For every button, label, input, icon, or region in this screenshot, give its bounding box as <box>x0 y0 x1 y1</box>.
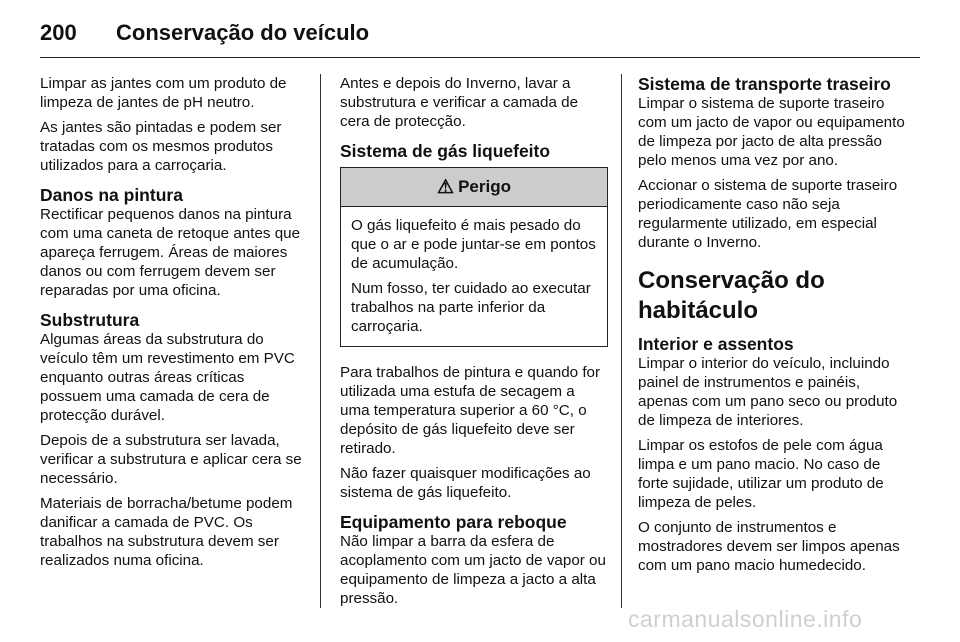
paragraph-interior-1: Limpar o interior do veículo, incluindo painel de instrumentos e painéis, apenas com um pano seco ou produto de limpeza de interiores. <box>638 355 898 429</box>
column-3 <box>638 74 910 581</box>
heading-interior-seats: Interior e assentos <box>638 334 794 354</box>
paragraph-paint-oven: Para trabalhos de pintura e quando for utilizada uma estufa de secagem a uma temperatura superior a 60 °C, o depósito de gás liquefeito deve ser retirado. <box>340 364 601 457</box>
heading-rear-carrier: Sistema de transporte traseiro <box>638 74 891 94</box>
warning-text-1: O gás liquefeito é mais pesado do que o ar e pode juntar-se em pontos de acumulação. <box>351 217 596 272</box>
paragraph-rear-carrier-2: Accionar o sistema de suporte traseiro periodicamente caso não seja regularmente utilizado, em especial durante o Inverno. <box>638 177 898 251</box>
heading-paint-damage: Danos na pintura <box>40 185 183 205</box>
paragraph-towing-equipment: Não limpar a barra da esfera de acoplamento com um jacto de vapor ou equipamento de limpeza a jacto a alta pressão. <box>340 533 606 607</box>
paragraph-interior-3: O conjunto de instrumentos e mostradores devem ser limpos apenas com um pano macio humedecido. <box>638 519 900 574</box>
heading-underbody: Substrutura <box>40 310 140 330</box>
page-title: Conservação do veículo <box>116 20 370 45</box>
page-header <box>40 20 369 50</box>
header-rule <box>40 57 920 58</box>
heading-towing-equipment: Equipamento para reboque <box>340 512 567 532</box>
column-1 <box>40 74 308 576</box>
warning-text-2: Num fosso, ter cuidado ao executar trabalhos na parte inferior da carroçaria. <box>351 280 591 335</box>
warning-header <box>341 168 607 207</box>
column-2 <box>340 74 608 614</box>
paragraph-wheel-cleaning: Limpar as jantes com um produto de limpeza de jantes de pH neutro. <box>40 75 287 111</box>
column-divider-2 <box>621 74 622 608</box>
warning-label: Perigo <box>458 177 511 196</box>
paragraph-no-modifications: Não fazer quaisquer modificações ao sistema de gás liquefeito. <box>340 465 591 501</box>
warning-triangle-icon: ⚠ <box>437 176 455 198</box>
paragraph-rear-carrier-1: Limpar o sistema de suporte traseiro com um jacto de vapor ou equipamento de limpeza por jacto de alta pressão pelo menos uma vez por ano. <box>638 95 905 169</box>
paragraph-winter-wash: Antes e depois do Inverno, lavar a substrutura e verificar a camada de cera de protecção. <box>340 75 579 130</box>
warning-box <box>340 167 608 347</box>
paragraph-paint-damage: Rectificar pequenos danos na pintura com uma caneta de retoque antes que apareça ferrugem. Áreas de maiores danos ou com ferrugem devem ser reparadas por uma oficina. <box>40 206 301 299</box>
paragraph-underbody-3: Materiais de borracha/betume podem danificar a camada de PVC. Os trabalhos na substrutura devem ser realizados numa oficina. <box>40 495 293 569</box>
paragraph-underbody-2: Depois de a substrutura ser lavada, verificar a substrutura e aplicar cera se necessário. <box>40 432 302 487</box>
warning-body <box>341 207 607 346</box>
paragraph-interior-2: Limpar os estofos de pele com água limpa e um pano macio. No caso de forte sujidade, utilizar um produto de limpeza de peles. <box>638 437 884 511</box>
heading-lpg-system: Sistema de gás liquefeito <box>340 141 551 161</box>
paragraph-underbody-1: Algumas áreas da substrutura do veículo têm um revestimento em PVC enquanto outras áreas críticas possuem uma camada de cera de protecção durável. <box>40 331 295 424</box>
watermark: carmanualsonline.info <box>628 606 863 632</box>
paragraph-wheel-paint: As jantes são pintadas e podem ser tratadas com os mesmos produtos utilizados para a carroçaria. <box>40 119 282 174</box>
page-number: 200 <box>40 20 77 45</box>
section-heading-interior-care: Conservação do habitáculo <box>638 267 825 324</box>
column-divider-1 <box>320 74 321 608</box>
